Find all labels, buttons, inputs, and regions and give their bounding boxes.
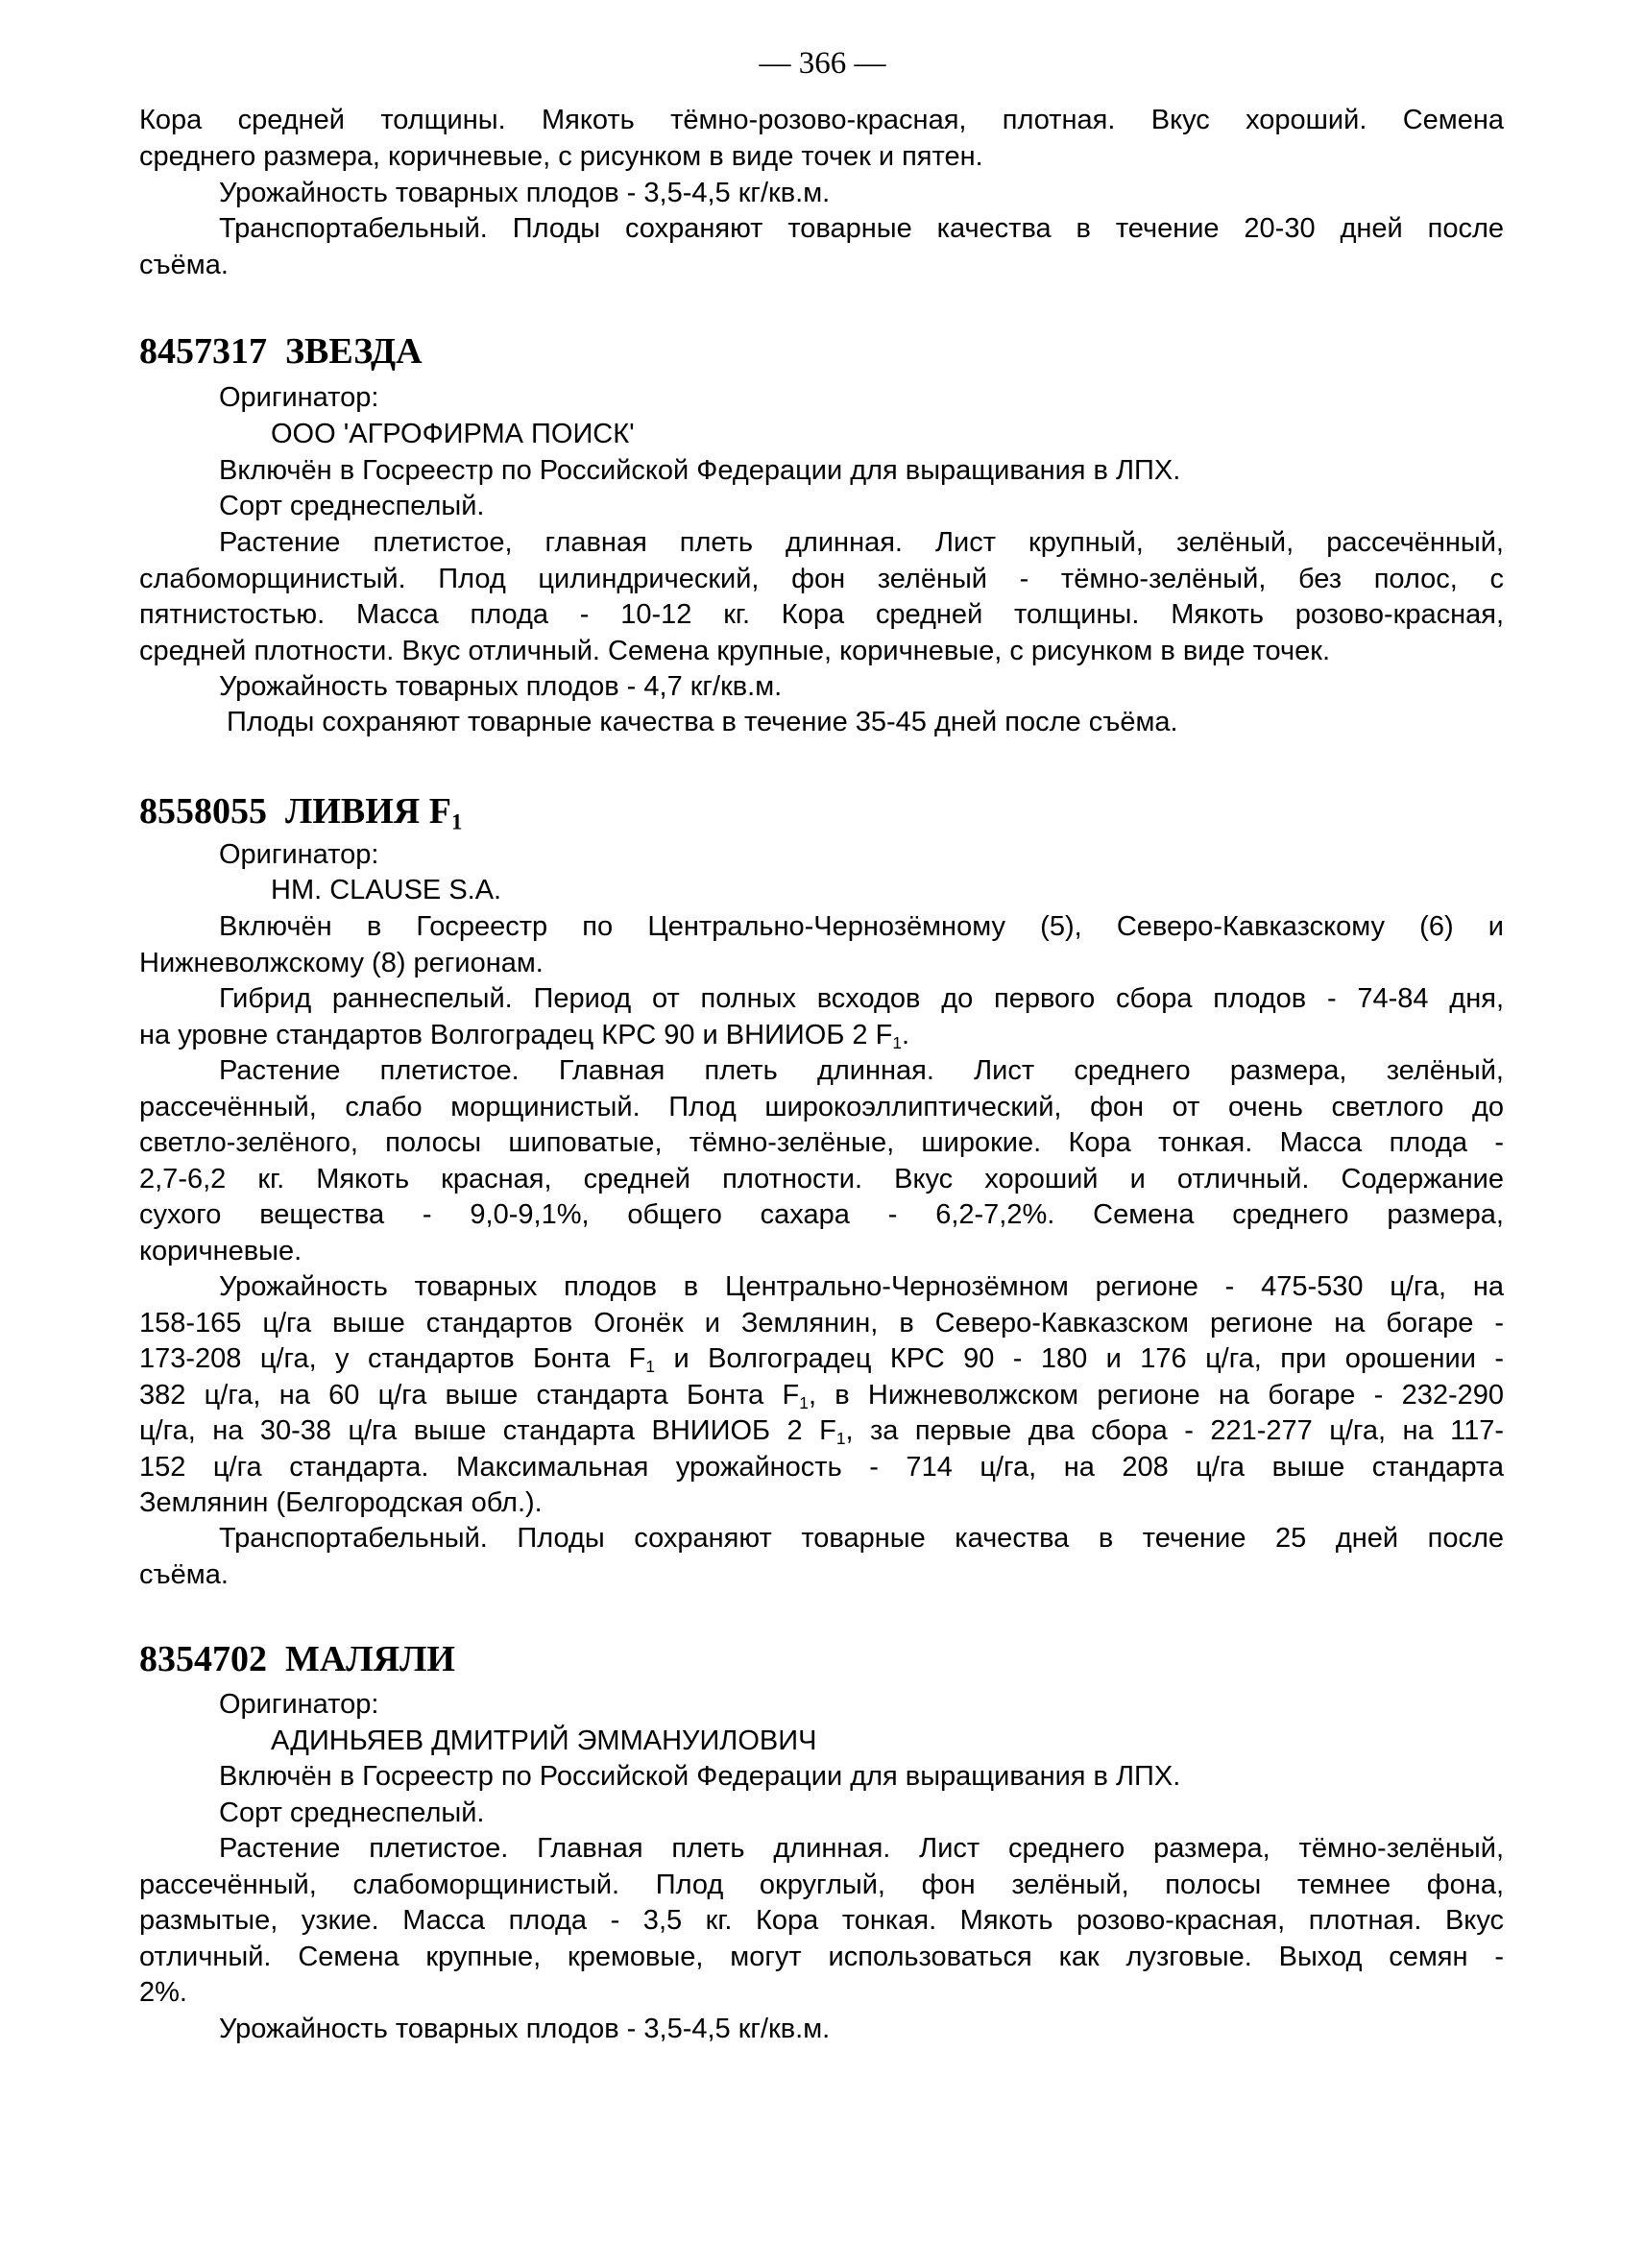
description-paragraph	[139, 1831, 1504, 2012]
text-line: рассечённый, слабоморщинистый. Плод округлый, фон зелёный, полосы темнее фона,	[139, 1869, 1504, 1900]
text-fragment: ц/га, на 30-38 ц/га выше стандарта ВНИИОБ 2 F	[139, 1415, 836, 1446]
originator-name: АДИНЬЯЕВ ДМИТРИЙ ЭММАНУИЛОВИЧ	[271, 1725, 817, 1756]
text-line: отличный. Семена крупные, кремовые, могут использоваться как лузговые. Выход семян -	[139, 1941, 1504, 1972]
registry-paragraph	[139, 909, 1504, 981]
variety-code: 8457317	[139, 331, 267, 372]
period-paragraph	[139, 981, 1504, 1053]
text-fragment: на уровне стандартов Волгоградец КРС 90 и ВНИИОБ 2 F	[139, 1019, 893, 1050]
text-line: Урожайность товарных плодов в Центрально-Чернозёмном регионе - 475-530 ц/га, на	[219, 1271, 1504, 1302]
intro-yield: Урожайность товарных плодов - 3,5-4,5 кг/кв.м.	[219, 178, 831, 208]
intro-paragraph	[139, 103, 1504, 175]
registry-text: Включён в Госреестр по Российской Федерации для выращивания в ЛПХ.	[219, 455, 1181, 486]
text-line: Включён в Госреестр по Центрально-Чернозёмному (5), Северо-Кавказскому (6) и	[219, 911, 1504, 942]
storage-text: Плоды сохраняют товарные качества в течение 35-45 дней после съёма.	[227, 707, 1178, 737]
text-line: слабоморщинистый. Плод цилиндрический, фон зелёный - тёмно-зелёный, без полос, с	[139, 563, 1504, 594]
text-line: съёма.	[139, 249, 229, 280]
intro-transport	[139, 211, 1504, 283]
text-fragment: 382 ц/га, на 60 ц/га выше стандарта Бонта F	[139, 1379, 800, 1411]
text-fragment: .	[901, 1019, 910, 1050]
variety-name: МАЛЯЛИ	[285, 1639, 455, 1679]
originator-label: Оригинатор:	[219, 382, 379, 413]
subscript: 1	[892, 1032, 902, 1052]
text-line: среднего размера, коричневые, с рисунком в виде точек и пятен.	[139, 140, 983, 172]
text-line: Гибрид раннеспелый. Период от полных всходов до первого сбора плодов - 74-84 дня,	[219, 983, 1504, 1014]
text-line: средней плотности. Вкус отличный. Семена крупные, коричневые, с рисунком в виде точек.	[139, 635, 1331, 666]
registry-text: Включён в Госреестр по Российской Федерации для выращивания в ЛПХ.	[219, 1761, 1181, 1792]
text-line: коричневые.	[139, 1235, 302, 1267]
text-fragment: и Волгоградец КРС 90 - 180 и 176 ц/га, при орошении -	[655, 1343, 1504, 1374]
transport-paragraph	[139, 1521, 1504, 1593]
text-line: Растение плетистое, главная плеть длинная. Лист крупный, зелёный, рассечённый,	[219, 527, 1504, 558]
text-line: Растение плетистое. Главная плеть длинная. Лист среднего размера, зелёный,	[219, 1055, 1504, 1086]
originator-name: HM. CLAUSE S.A.	[271, 875, 502, 905]
maturity-text: Сорт среднеспелый.	[219, 1798, 485, 1828]
page-number: — 366 —	[759, 46, 886, 81]
text-line: 2%.	[139, 1977, 187, 2008]
text-line	[139, 1018, 1504, 1054]
text-line	[139, 1341, 1504, 1378]
subscript: 1	[799, 1392, 809, 1412]
subscript: 1	[450, 809, 463, 834]
subscript: 1	[645, 1356, 656, 1376]
text-line: сухого вещества - 9,0-9,1%, общего сахара - 6,2-7,2%. Семена среднего размера,	[139, 1199, 1504, 1230]
text-line: Нижневолжскому (8) регионам.	[139, 947, 544, 978]
variety-code: 8558055	[139, 791, 267, 832]
description-paragraph	[139, 525, 1504, 669]
text-fragment: , в Нижневолжском регионе на богаре - 232-290	[808, 1379, 1504, 1411]
text-line: Транспортабельный. Плоды сохраняют товарные качества в течение 25 дней после	[219, 1523, 1504, 1554]
yield-text: Урожайность товарных плодов - 4,7 кг/кв.м.	[219, 671, 783, 702]
text-line: Землянин (Белгородская обл.).	[139, 1487, 543, 1518]
subscript: 1	[835, 1428, 846, 1448]
text-line: рассечённый, слабо морщинистый. Плод широкоэллиптический, фон от очень светлого до	[139, 1091, 1504, 1122]
text-fragment: , за первые два сбора - 221-277 ц/га, на 117-	[845, 1415, 1504, 1446]
maturity-text: Сорт среднеспелый.	[219, 491, 485, 521]
variety-heading-zvezda	[139, 329, 423, 374]
text-line: Кора средней толщины. Мякоть тёмно-розово-красная, плотная. Вкус хороший. Семена	[139, 105, 1504, 135]
text-line: Транспортабельный. Плоды сохраняют товарные качества в течение 20-30 дней после	[219, 213, 1504, 244]
text-line	[139, 1413, 1504, 1450]
text-line	[139, 1378, 1504, 1414]
text-line: 158-165 ц/га выше стандартов Огонёк и Землянин, в Северо-Кавказском регионе на богаре -	[139, 1307, 1504, 1339]
variety-code: 8354702	[139, 1639, 267, 1679]
description-paragraph	[139, 1053, 1504, 1269]
variety-heading-malyali	[139, 1637, 455, 1681]
text-line: Растение плетистое. Главная плеть длинная. Лист среднего размера, тёмно-зелёный,	[219, 1833, 1504, 1864]
text-line: 152 ц/га стандарта. Максимальная урожайность - 714 ц/га, на 208 ц/га выше стандарта	[139, 1451, 1504, 1483]
text-line: светло-зелёного, полосы шиповатые, тёмно-зелёные, широкие. Кора тонкая. Масса плода -	[139, 1127, 1504, 1158]
text-fragment: 173-208 ц/га, у стандартов Бонта F	[139, 1343, 646, 1374]
variety-name: ЛИВИЯ F	[285, 791, 451, 832]
text-line: съёма.	[139, 1558, 229, 1590]
originator-label: Оригинатор:	[219, 839, 379, 870]
originator-name: ООО 'АГРОФИРМА ПОИСК'	[271, 419, 635, 449]
text-line: размытые, узкие. Масса плода - 3,5 кг. Кора тонкая. Мякоть розово-красная, плотная. Вкус	[139, 1905, 1504, 1936]
text-line: пятнистостью. Масса плода - 10-12 кг. Кора средней толщины. Мякоть розово-красная,	[139, 599, 1504, 630]
originator-label: Оригинатор:	[219, 1689, 379, 1720]
text-line: 2,7-6,2 кг. Мякоть красная, средней плотности. Вкус хороший и отличный. Содержание	[139, 1163, 1504, 1194]
yield-text: Урожайность товарных плодов - 3,5-4,5 кг/кв.м.	[219, 2014, 831, 2044]
variety-heading-liviya	[139, 789, 462, 833]
yield-paragraph	[139, 1269, 1504, 1522]
variety-name: ЗВЕЗДА	[285, 331, 423, 372]
